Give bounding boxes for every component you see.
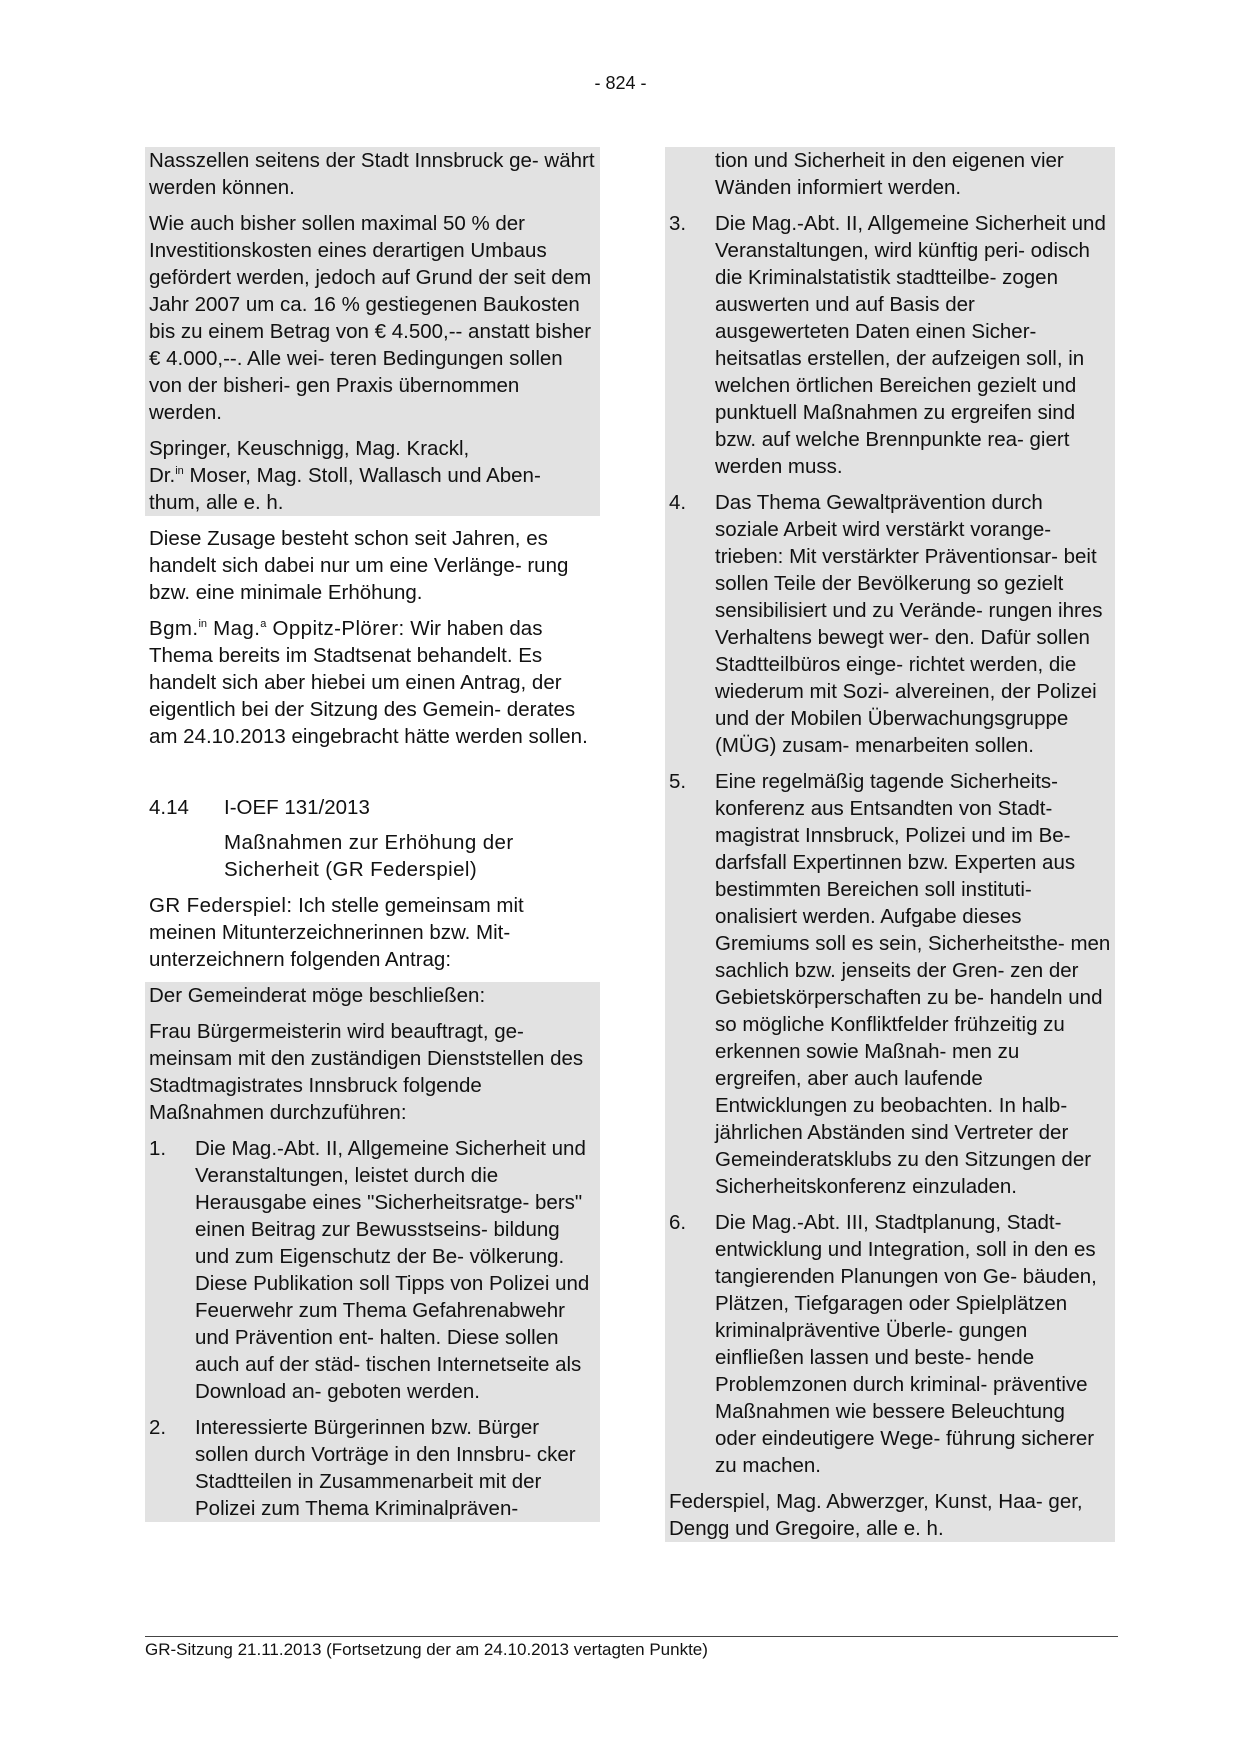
motion-lead: Frau Bürgermeisterin wird beauftragt, ge- meinsam mit den zuständigen Dienststellen des Stadtmagistrates Innsbruck folgende Maßnahmen durchzuführen:: [149, 1020, 584, 1124]
shaded-motion-block: [145, 147, 600, 516]
list-item: 3. Die Mag.-Abt. II, Allgemeine Sicherheit und Veranstaltungen, wird künftig peri- odisch die Kriminalstatistik stadtteilbe- zogen auswerten und auf Basis der ausgewerteten Daten einen Sicher- heitsatlas erstellen, der aufzeigen soll, in welchen örtlichen Bereichen gezielt und punktuell Maßnahmen zu ergreifen sind bzw. auf welche Brennpunkte rea- giert werden muss.: [669, 212, 1106, 478]
shaded-motion-block: [145, 982, 600, 1522]
continuation-text: tion und Sicherheit in den eigenen vier Wänden informiert werden.: [715, 149, 1064, 199]
list-item: 1. Die Mag.-Abt. II, Allgemeine Sicherheit und Veranstaltungen, leistet durch die Herausgabe eines "Sicherheitsratge- bers" einen Beitrag zur Bewusstseins- bildung und zum Eigenschutz der Be- völkerung. Diese Publikation soll Tipps von Polizei und Feuerwehr zum Thema Gefahrenabwehr und Prävention ent- halten. Diese sollen auch auf der städ- tischen Internetseite als Download an- geboten werden.: [149, 1137, 590, 1403]
agenda-heading: [145, 794, 600, 821]
agenda-number: 4.14: [149, 796, 189, 819]
list-item: 5. Eine regelmäßig tagende Sicherheits- konferenz aus Entsandten von Stadt- magistrat Innsbruck, Polizei und im Be- darfsfall Expertinnen bzw. Experten aus bestimmten Bereichen soll instituti- onalisiert werden. Aufgabe dieses Gremiums soll es sein, Sicherheitsthe- men sachlich bzw. jenseits der Gren- zen der Gebietskörperschaften zu be- handeln und so mögliche Konfliktfelder frühzeitig zu erkennen sowie Maßnah- men zu ergreifen, aber auch laufende Entwicklungen zu beobachten. In halb- jährlichen Abständen sind Vertreter der Gemeinderatsklubs zu den Sitzungen der Sicherheitskonferenz einzuladen.: [669, 770, 1111, 1198]
list-item: 2. Interessierte Bürgerinnen bzw. Bürger sollen durch Vorträge in den Innsbru- cker Stadtteilen in Zusammenarbeit mit der Polizei zum Thema Kriminalpräven-: [149, 1416, 576, 1520]
page-number: - 824 -: [594, 73, 647, 93]
mayor-statement: Bgm.$^{in}$ Mag.$^a$ Oppitz-Plörer: Wir haben das Thema bereits im Stadtsenat behandelt. Es handelt sich aber hiebei um einen Antrag, der eigentlich bei der Sitzung des Gemein- derates am 24.10.2013 eingebracht hätte werden sollen.: [149, 617, 588, 748]
signers-paragraph: Springer, Keuschnigg, Mag. Krackl, Dr.$^{in}$ Moser, Mag. Stoll, Wallasch und Aben- thum, alle e. h.: [149, 437, 541, 514]
footer-divider: [145, 1636, 1118, 1637]
agenda-subject: Maßnahmen zur Erhöhung der Sicherheit (GR Federspiel): [224, 831, 514, 881]
list-item: 6. Die Mag.-Abt. III, Stadtplanung, Stadt- entwicklung und Integration, soll in den es tangierenden Planungen von Ge- bäuden, Plätzen, Tiefgaragen oder Spielplätzen kriminalpräventive Überle- gungen einfließen lassen und beste- hende Problemzonen durch kriminal- präventive Maßnahmen wie bessere Beleuchtung oder eindeutigere Wege- führung sicherer zu machen.: [669, 1211, 1097, 1477]
signers-paragraph: Federspiel, Mag. Abwerzger, Kunst, Haa- ger, Dengg und Gregoire, alle e. h.: [669, 1490, 1083, 1540]
right-column: [665, 147, 1115, 1542]
shaded-motion-block: [665, 147, 1115, 1542]
left-column: [145, 147, 600, 1522]
paragraph: Diese Zusage besteht schon seit Jahren, es handelt sich dabei nur um eine Verlänge- rung bzw. eine minimale Erhöhung.: [149, 527, 569, 604]
gr-statement: GR Federspiel: Ich stelle gemeinsam mit meinen Mitunterzeichnerinnen bzw. Mit- unterzeichnern folgenden Antrag:: [149, 894, 524, 971]
agenda-code: I-OEF 131/2013: [224, 796, 370, 819]
paragraph: Nasszellen seitens der Stadt Innsbruck ge- währt werden können.: [149, 149, 595, 199]
motion-intro: Der Gemeinderat möge beschließen:: [149, 984, 486, 1007]
list-item: 4. Das Thema Gewaltprävention durch soziale Arbeit wird verstärkt vorange- trieben: Mit verstärkter Präventionsar- beit sollen Teile der Bevölkerung so gezielt sensibilisiert und zu Verände- rungen ihres Verhaltens bewegt wer- den. Dafür sollen Stadtteilbüros einge- richtet werden, die wiederum mit Sozi- alvereinen, der Polizei und der Mobilen Überwachungsgruppe (MÜG) zusam- menarbeiten sollen.: [669, 491, 1103, 757]
page-footer: GR-Sitzung 21.11.2013 (Fortsetzung der am 24.10.2013 vertagten Punkte): [145, 1640, 708, 1659]
paragraph: Wie auch bisher sollen maximal 50 % der Investitionskosten eines derartigen Umbaus gefördert werden, jedoch auf Grund der seit dem Jahr 2007 um ca. 16 % gestiegenen Baukosten bis zu einem Betrag von € 4.500,-- anstatt bisher € 4.000,--. Alle wei- teren Bedingungen sollen von der bisheri- gen Praxis übernommen werden.: [149, 212, 592, 424]
